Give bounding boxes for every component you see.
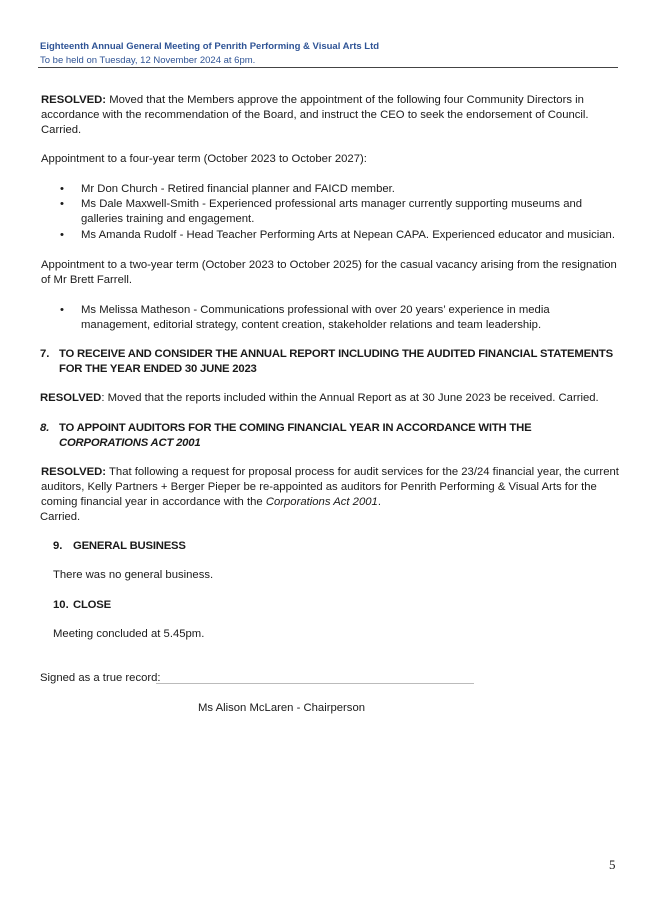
resolved-end: . — [377, 496, 381, 508]
resolved-text: That following a request for proposal process for audit services for the 23/24 financial year, the current auditors, Kelly Partners + Berger Pieper be re-appointed as auditors for Penrith Performing & Visual Arts for the coming financial year in accordance with the — [41, 466, 619, 508]
bullet-glyph: • — [60, 183, 64, 195]
director-item-don-church: Mr Don Church - Retired financial planner and FAICD member. — [81, 183, 395, 195]
header-subtitle: To be held on Tuesday, 12 November 2024 at 6pm. — [40, 55, 256, 66]
item-8-resolution — [41, 465, 621, 510]
resolved-label: RESOLVED: — [41, 94, 107, 106]
item-7-heading: TO RECEIVE AND CONSIDER THE ANNUAL REPORT INCLUDING THE AUDITED FINANCIAL STATEMENTS FOR THE YEAR ENDED 30 JUNE 2023 — [59, 348, 613, 375]
signatory-name: Ms Alison McLaren - Chairperson — [198, 702, 366, 714]
director-item-amanda-rudolf: Ms Amanda Rudolf - Head Teacher Performing Arts at Nepean CAPA. Experienced educator and musician. — [81, 229, 615, 241]
resolved-text: : Moved that the reports included within the Annual Report as at 30 June 2023 be received. Carried. — [101, 392, 599, 404]
resolved-text: Moved that the Members approve the appointment of the following four Community Directors in accordance with the recommendation of the Board, and instruct the CEO to seek the endorsement of Council. Carried. — [41, 94, 589, 136]
item-8-number: 8. — [40, 422, 50, 434]
item-8-heading-text: TO APPOINT AUDITORS FOR THE COMING FINANCIAL YEAR IN ACCORDANCE WITH THE — [59, 422, 532, 434]
signature-label: Signed as a true record: — [40, 672, 161, 684]
resolved-label: RESOLVED: — [41, 466, 107, 478]
page-number: 5 — [609, 857, 616, 872]
item-8-heading-act: CORPORATIONS ACT 2001 — [59, 437, 201, 449]
item-9-heading: GENERAL BUSINESS — [73, 540, 186, 552]
resolution-directors-paragraph — [41, 93, 616, 138]
resolved-act: Corporations Act 2001 — [265, 496, 378, 508]
bullet-glyph: • — [60, 229, 64, 241]
header-divider — [38, 67, 618, 68]
bullet-glyph: • — [60, 198, 64, 210]
signature-line — [156, 683, 474, 684]
two-year-term-intro: Appointment to a two-year term (October 2023 to October 2025) for the casual vacancy arising from the resignation of Mr Brett Farrell. — [41, 259, 617, 286]
director-item-melissa-matheson: Ms Melissa Matheson - Communications professional with over 20 years’ experience in media management, editorial strategy, content creation, stakeholder relations and team leadership. — [81, 304, 550, 331]
item-8-heading — [59, 421, 629, 451]
item-10-number: 10. — [53, 599, 69, 611]
resolved-label: RESOLVED — [40, 392, 102, 404]
item-9-number: 9. — [53, 540, 63, 552]
item-7-resolution — [40, 391, 620, 406]
director-item-dale-maxwell-smith: Ms Dale Maxwell-Smith - Experienced professional arts manager currently supporting museums and galleries training and engagement. — [81, 198, 583, 225]
item-10-text: Meeting concluded at 5.45pm. — [53, 628, 205, 640]
item-10-heading: CLOSE — [73, 599, 111, 611]
item-7-number: 7. — [40, 348, 50, 360]
item-8-carried: Carried. — [40, 511, 81, 523]
bullet-glyph: • — [60, 304, 64, 316]
header-title: Eighteenth Annual General Meeting of Penrith Performing & Visual Arts Ltd — [40, 41, 380, 52]
item-9-text: There was no general business. — [53, 569, 214, 581]
four-year-term-intro: Appointment to a four-year term (October 2023 to October 2027): — [41, 153, 367, 165]
